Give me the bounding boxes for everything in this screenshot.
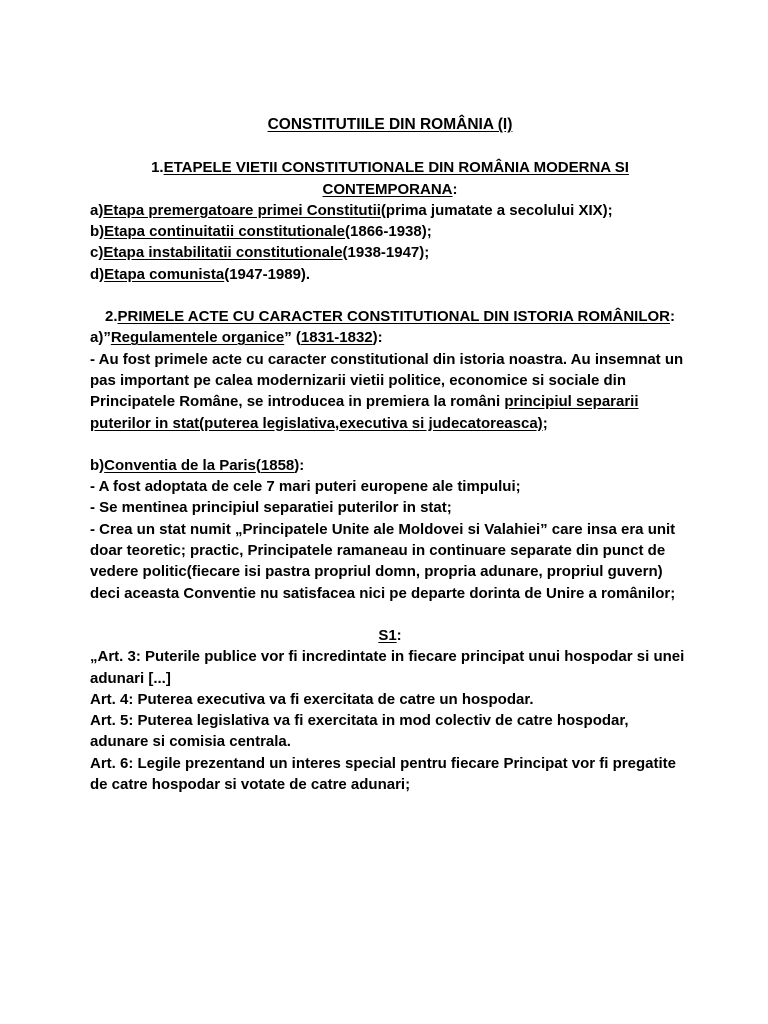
subsection-a-term: Regulamentele organice [110,329,285,347]
section-2-number: 2. [104,308,118,326]
source-article: Art. 5: Puterea legislativa va fi exercitata in mod colectiv de catre hospodar, adunare si comisia centrala. [90,712,629,751]
document-title: CONSTITUTIILE DIN ROMÂNIA (I) [267,116,513,133]
section-1-item-b: b)Etapa continuitatii constitutionale(1866-1938); [90,223,432,241]
subsection-b-years: 1858 [260,456,295,474]
source-article: Art. 4: Puterea executiva va fi exercitata de catre un hospodar. [90,690,534,708]
subsection-b-bullet: - Crea un stat numit „Principatele Unite ale Moldovei si Valahiei” care insa era unit doar teoretic; practic, Principatele ramaneau in continuare separate din punct de vedere politic(fiecare isi pastra propriul domn, propria adunare, propriul guvern) deci aceasta Conventie nu satisfacea nici pe departe dorinta de Unire a românilor; [90,520,676,602]
item-term: Etapa continuitatii constitutionale [104,223,346,241]
section-2-heading: 2.PRIMELE ACTE CU CARACTER CONSTITUTIONAL DIN ISTORIA ROMÂNILOR: [104,308,675,326]
section-1-heading-text: ETAPELE VIETII CONSTITUTIONALE DIN ROMÂNIA MODERNA SI CONTEMPORANA [163,159,629,198]
subsection-b-bullet: - A fost adoptata de cele 7 mari puteri europene ale timpului; [90,478,521,496]
item-term: Etapa premergatoare primei Constitutii [103,201,381,219]
section-1-heading: 1.ETAPELE VIETII CONSTITUTIONALE DIN ROMÂNIA MODERNA SI CONTEMPORANA: [151,159,629,198]
section-1-item-d: d)Etapa comunista(1947-1989). [90,265,311,283]
item-term: Etapa comunista [104,265,225,283]
section-1-item-a: a)Etapa premergatoare primei Constitutii(prima jumatate a secolului XIX); [90,201,613,219]
subsection-b-term: Conventia de la Paris [104,456,256,474]
subsection-a-years: 1831-1832 [300,329,373,347]
subsection-a-heading: a)”Regulamentele organice” (1831-1832): [90,329,383,347]
source-article: Art. 6: Legile prezentand un interes special pentru fiecare Principat vor fi pregatite de catre hospodar si votate de catre adunari; [90,754,676,794]
separation-of-powers-phrase: principiul separarii puterilor in stat(puterea legislativa,executiva si judecatoreasca) [90,393,639,432]
section-2-heading-text: PRIMELE ACTE CU CARACTER CONSTITUTIONAL DIN ISTORIA ROMÂNILOR [117,308,670,326]
subsection-b-heading: b)Conventia de la Paris(1858): [90,456,305,474]
item-term: Etapa instabilitatii constitutionale [103,244,343,262]
document-page [90,114,690,795]
section-1-item-c: c)Etapa instabilitatii constitutionale(1938-1947); [90,244,430,262]
source-article: „Art. 3: Puterile publice vor fi incredintate in fiecare principat unui hospodar si unei adunari [...] [90,648,685,687]
source-label: S1: [378,626,402,644]
subsection-a-text: - Au fost primele acte cu caracter constitutional din istoria noastra. Au insemnat un pas important pe calea modernizarii vietii politice, economice si sociale din Principatele Române, se introducea in premiera la români principiul separarii puterilor in stat(puterea legislativa,executiva si judecatoreasca); [90,350,684,432]
section-1-number: 1. [151,159,164,177]
subsection-b-bullet: - Se mentinea principiul separatiei puterilor in stat; [90,499,452,517]
